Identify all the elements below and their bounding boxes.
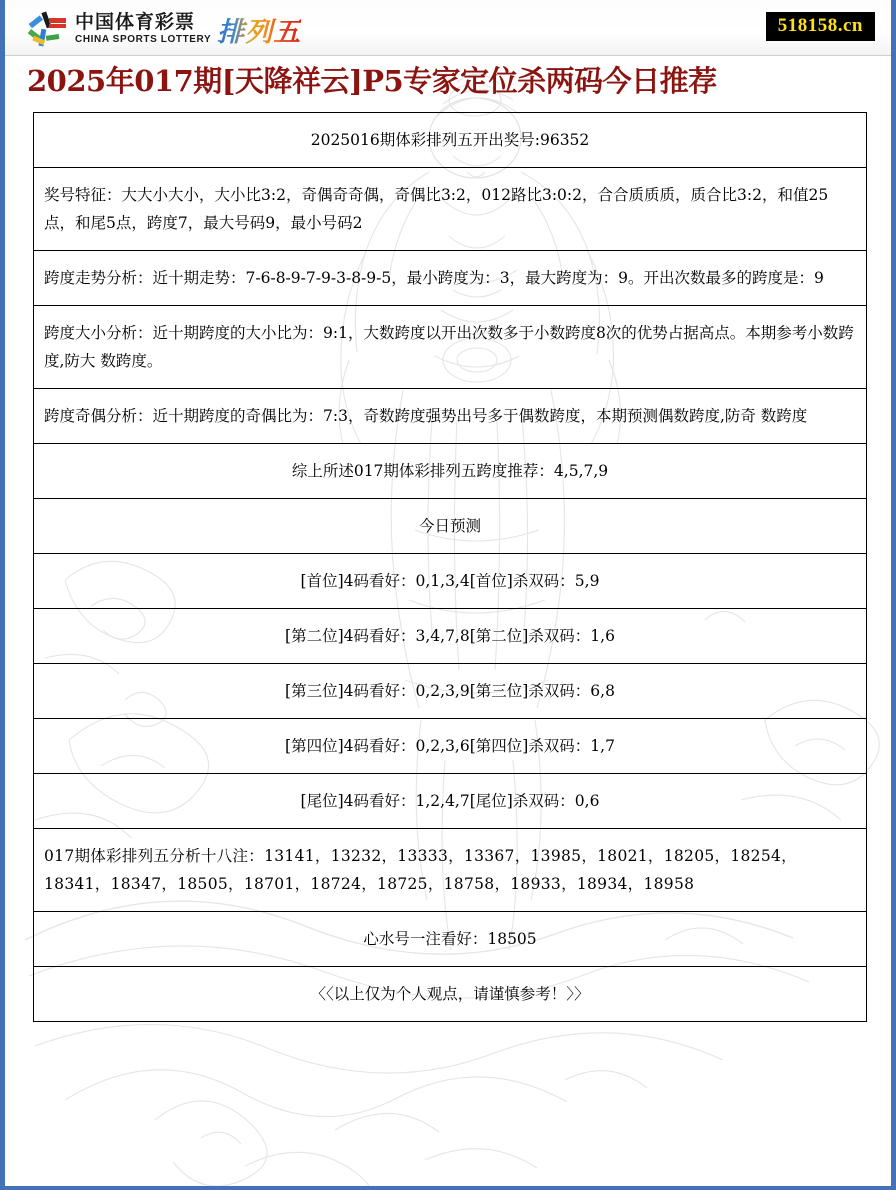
table-row — [34, 168, 867, 251]
sports-lottery-mark-icon — [27, 9, 71, 49]
table-row — [34, 499, 867, 554]
span-recommendation: 综上所述017期体彩排列五跨度推荐：4,5,7,9 — [34, 444, 867, 499]
position-3-forecast: [第三位]4码看好：0,2,3,9[第三位]杀双码：6,8 — [34, 664, 867, 719]
page-title: 2025年017期[天降祥云]P5专家定位杀两码今日推荐 — [27, 64, 717, 98]
brand-text-block — [75, 12, 211, 46]
eighteen-bets-list: 017期体彩排列五分析十八注：13141，13232，13333，13367，13985，18021，18205，18254，18341，18347，18505，18701，18724，18725，18758，18933，18934，18958 — [34, 829, 867, 912]
table-row — [34, 664, 867, 719]
span-size-analysis: 跨度大小分析：近十期跨度的大小比为：9:1，大数跨度以开出次数多于小数跨度8次的优势占据高点。本期参考小数跨度,防大 数跨度。 — [34, 306, 867, 389]
disclaimer: 〈〈以上仅为个人观点，请谨慎参考！〉〉 — [34, 967, 867, 1022]
game-name-logo: 排列五 — [217, 10, 301, 49]
site-domain-badge[interactable]: 518158.cn — [766, 12, 875, 41]
table-row — [34, 113, 867, 168]
brand-logo[interactable] — [27, 6, 881, 52]
table-row — [34, 829, 867, 912]
table-row — [34, 719, 867, 774]
brand-name-cn: 中国体育彩票 — [75, 11, 196, 33]
table-row — [34, 554, 867, 609]
span-trend-analysis: 跨度走势分析：近十期走势：7-6-8-9-7-9-3-8-9-5，最小跨度为：3，最大跨度为：9。开出次数最多的跨度是：9 — [34, 251, 867, 306]
today-forecast-heading: 今日预测 — [34, 499, 867, 554]
table-row — [34, 967, 867, 1022]
position-1-forecast: [首位]4码看好：0,1,3,4[首位]杀双码：5,9 — [34, 554, 867, 609]
span-parity-analysis: 跨度奇偶分析：近十期跨度的奇偶比为：7:3，奇数跨度强势出号多于偶数跨度，本期预测偶数跨度,防奇 数跨度 — [34, 389, 867, 444]
table-row — [34, 389, 867, 444]
draw-result: 2025016期体彩排列五开出奖号:96352 — [34, 113, 867, 168]
table-row — [34, 609, 867, 664]
position-4-forecast: [第四位]4码看好：0,2,3,6[第四位]杀双码：1,7 — [34, 719, 867, 774]
table-row — [34, 444, 867, 499]
site-header — [5, 0, 891, 56]
single-best-bet: 心水号一注看好：18505 — [34, 912, 867, 967]
table-row — [34, 774, 867, 829]
number-features: 奖号特征：大大小大小，大小比3:2，奇偶奇奇偶，奇偶比3:2，012路比3:0:2，合合质质质，质合比3:2，和值25点，和尾5点，跨度7，最大号码9，最小号码2 — [34, 168, 867, 251]
article-table-wrap — [5, 108, 891, 1022]
table-row — [34, 912, 867, 967]
position-5-forecast: [尾位]4码看好：1,2,4,7[尾位]杀双码：0,6 — [34, 774, 867, 829]
brand-name-en: CHINA SPORTS LOTTERY — [75, 34, 212, 45]
table-row — [34, 251, 867, 306]
forecast-table — [33, 112, 867, 1022]
position-2-forecast: [第二位]4码看好：3,4,7,8[第二位]杀双码：1,6 — [34, 609, 867, 664]
table-row — [34, 306, 867, 389]
